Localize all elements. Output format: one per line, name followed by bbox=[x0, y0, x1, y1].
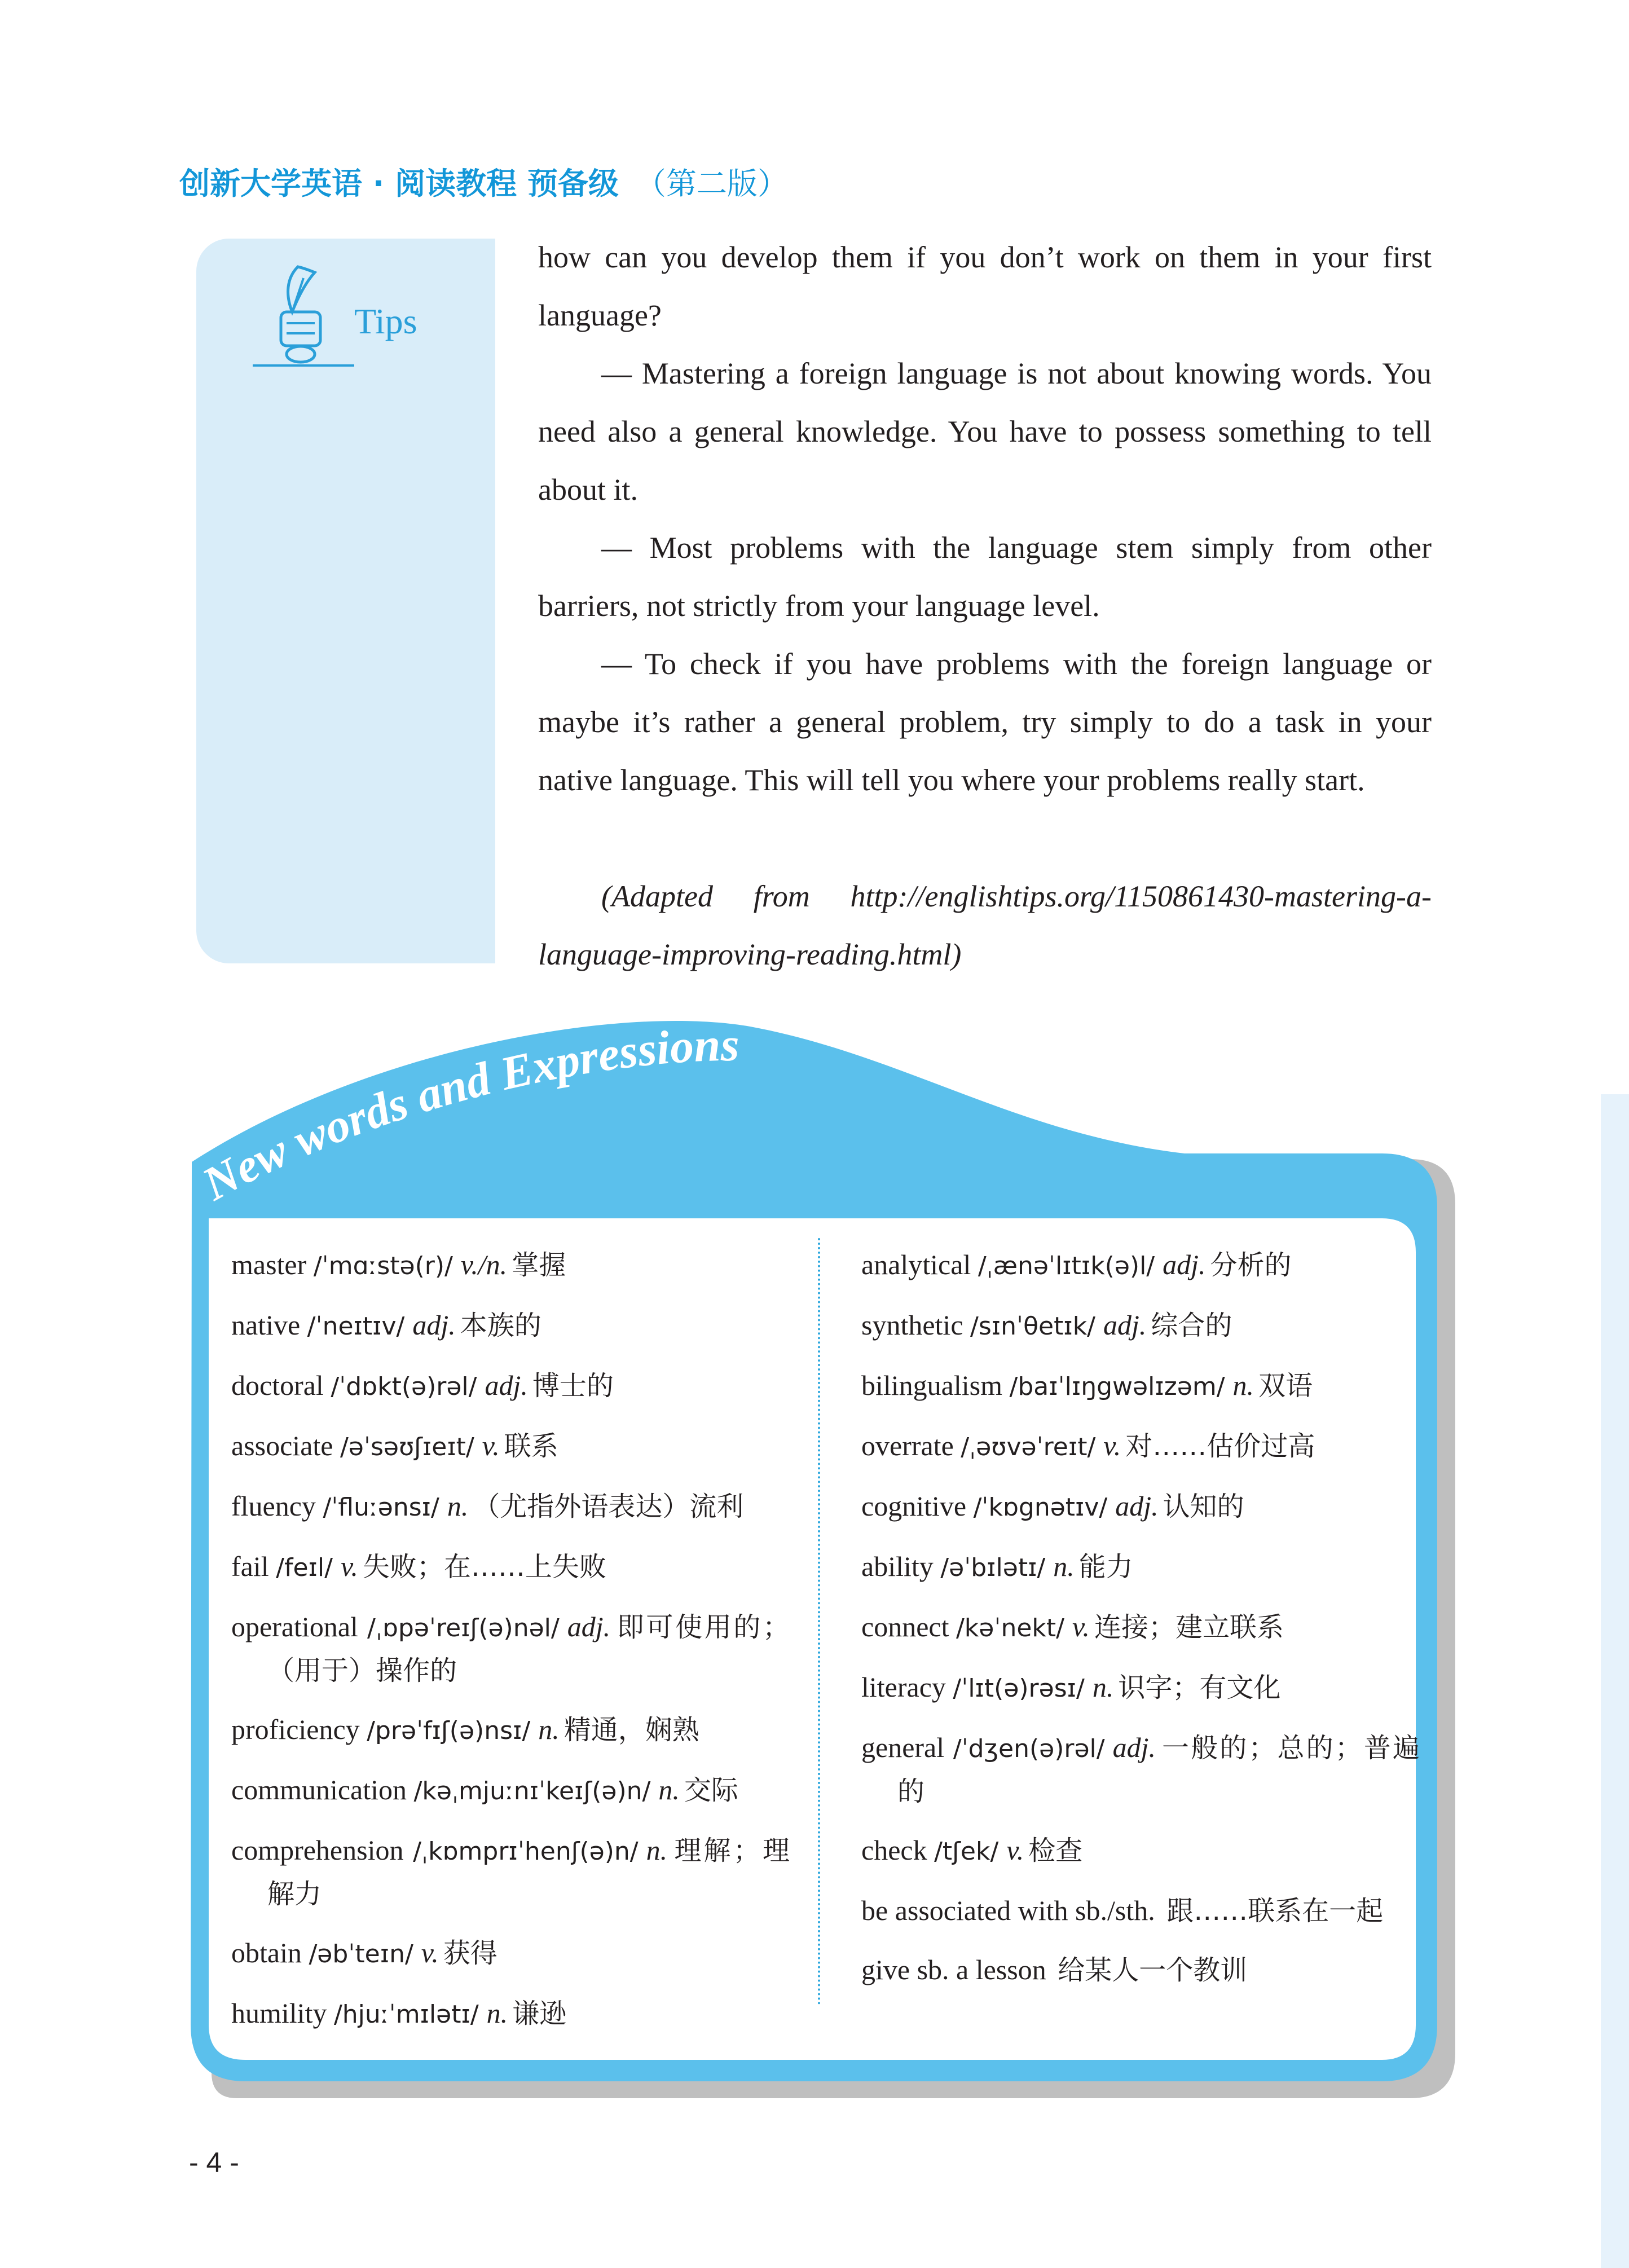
vocab-pos: v. bbox=[482, 1430, 500, 1461]
tips-paragraph: — To check if you have problems with the foreign language or maybe it’s rather a general problem, try simply to do a task in your native language. This will tell you where your problems really start. bbox=[538, 647, 1432, 797]
vocab-definition: 失败；在……上失败 bbox=[362, 1551, 606, 1583]
vocab-entry bbox=[861, 1829, 1420, 1873]
vocab-phonetic: /ˈdɒkt(ə)rəl/ bbox=[331, 1372, 477, 1401]
vocab-entry bbox=[231, 1708, 790, 1752]
vocab-entry bbox=[231, 1829, 790, 1915]
vocab-pos: n. bbox=[1232, 1369, 1254, 1401]
column-divider bbox=[818, 1238, 820, 2005]
vocab-pos: n. bbox=[538, 1714, 560, 1745]
vocab-pos: adj. bbox=[485, 1369, 528, 1401]
vocab-phonetic: /kəˌmjuːnɪˈkeɪʃ(ə)n/ bbox=[413, 1777, 651, 1805]
vocab-pos: v. bbox=[1072, 1611, 1090, 1642]
vocab-definition: 对……估价过高 bbox=[1125, 1430, 1315, 1462]
vocab-word: synthetic bbox=[861, 1309, 963, 1341]
vocab-entry bbox=[861, 1545, 1420, 1589]
vocab-entry bbox=[231, 1606, 790, 1692]
vocab-pos: adj. bbox=[567, 1611, 611, 1642]
vocab-pos: v. bbox=[340, 1551, 358, 1582]
vocab-word: connect bbox=[861, 1611, 949, 1642]
vocab-definition: （尤指外语表达）流利 bbox=[473, 1491, 744, 1522]
vocab-definition: 检查 bbox=[1028, 1835, 1083, 1866]
vocab-phonetic: /hjuːˈmɪlətɪ/ bbox=[333, 2000, 479, 2029]
vocab-phonetic: /əbˈteɪn/ bbox=[309, 1940, 413, 1968]
vocab-entry bbox=[231, 1932, 790, 1975]
vocab-definition: 分析的 bbox=[1210, 1249, 1292, 1281]
edition-label: （第二版） bbox=[635, 166, 788, 201]
vocabulary-column-right bbox=[861, 1244, 1420, 2008]
vocab-entry bbox=[861, 1727, 1420, 1812]
vocab-phonetic: /kəˈnekt/ bbox=[956, 1614, 1064, 1642]
vocab-phonetic: /ˌəʊvəˈreɪt/ bbox=[961, 1433, 1096, 1461]
vocab-entry bbox=[861, 1606, 1420, 1649]
vocab-word: check bbox=[861, 1834, 927, 1866]
vocab-entry bbox=[231, 1545, 790, 1589]
vocab-entry bbox=[861, 1890, 1420, 1932]
vocab-phonetic: /sɪnˈθetɪk/ bbox=[970, 1312, 1096, 1341]
vocab-word: associate bbox=[231, 1430, 333, 1461]
vocab-pos: n. bbox=[447, 1490, 469, 1522]
vocab-word: be associated with sb./sth. bbox=[861, 1895, 1155, 1926]
vocab-definition: 即可使用的；（用于）操作的 bbox=[267, 1611, 790, 1686]
vocab-pos: adj. bbox=[1112, 1732, 1156, 1763]
vocab-entry bbox=[861, 1949, 1420, 1991]
vocab-entry bbox=[231, 1304, 790, 1347]
book-title: 创新大学英语 · 阅读教程 预备级 bbox=[179, 166, 619, 201]
vocab-pos: adj. bbox=[1163, 1249, 1206, 1280]
vocab-phonetic: /ˈkɒgnətɪv/ bbox=[973, 1493, 1108, 1522]
vocabulary-heading-text: New words and Expressions bbox=[194, 1018, 739, 1211]
vocab-pos: v. bbox=[1006, 1834, 1024, 1866]
vocab-phonetic: /feɪl/ bbox=[276, 1553, 333, 1582]
vocab-definition: 连接；建立联系 bbox=[1094, 1611, 1284, 1643]
vocab-definition: 精通，娴熟 bbox=[563, 1714, 699, 1746]
source-citation: (Adapted from http://englishtips.org/1150861430-mastering-a-language-improving-reading.html) bbox=[538, 879, 1432, 971]
vocab-word: doctoral bbox=[231, 1369, 324, 1401]
vocab-definition: 理解；理解力 bbox=[267, 1835, 790, 1910]
vocab-entry bbox=[861, 1364, 1420, 1408]
vocab-phonetic: /prəˈfɪʃ(ə)nsɪ/ bbox=[367, 1716, 531, 1745]
vocab-pos: adj. bbox=[1115, 1490, 1159, 1522]
tips-label: Tips bbox=[354, 301, 417, 341]
vocab-phonetic: /tʃek/ bbox=[934, 1837, 999, 1866]
vocab-definition: 能力 bbox=[1078, 1551, 1133, 1583]
vocab-phonetic: /ˈfluːənsɪ/ bbox=[323, 1493, 439, 1522]
vocab-word: operational bbox=[231, 1611, 358, 1642]
vocab-word: analytical bbox=[861, 1249, 971, 1280]
tips-paragraph: how can you develop them if you don’t work on them in your first language? bbox=[538, 240, 1432, 332]
vocab-definition: 识字；有文化 bbox=[1118, 1672, 1281, 1703]
vocab-phonetic: /baɪˈlɪŋgwəlɪzəm/ bbox=[1009, 1372, 1225, 1401]
vocab-pos: v. bbox=[1103, 1430, 1121, 1461]
vocab-pos: n. bbox=[1092, 1671, 1114, 1703]
vocab-phonetic: /əˈbɪlətɪ/ bbox=[940, 1553, 1046, 1582]
vocab-definition: 博士的 bbox=[532, 1370, 614, 1402]
vocab-word: fluency bbox=[231, 1490, 316, 1522]
vocab-phonetic: /ˌɒpəˈreɪʃ(ə)nəl/ bbox=[367, 1614, 560, 1642]
vocab-word: literacy bbox=[861, 1671, 946, 1703]
vocab-entry bbox=[861, 1425, 1420, 1468]
vocab-word: obtain bbox=[231, 1937, 302, 1968]
vocab-phonetic: /ˌkɒmprɪˈhenʃ(ə)n/ bbox=[413, 1837, 639, 1866]
vocab-pos: n. bbox=[658, 1774, 680, 1805]
vocab-entry bbox=[861, 1485, 1420, 1529]
vocab-pos: n. bbox=[1053, 1551, 1075, 1582]
vocab-word: fail bbox=[231, 1551, 269, 1582]
vocab-definition: 获得 bbox=[443, 1937, 497, 1969]
vocab-word: master bbox=[231, 1249, 307, 1280]
vocab-entry bbox=[231, 1485, 790, 1529]
vocab-word: humility bbox=[231, 1997, 327, 2029]
page-number: - 4 - bbox=[189, 2147, 239, 2178]
vocab-entry bbox=[861, 1304, 1420, 1347]
vocab-definition: 双语 bbox=[1258, 1370, 1313, 1402]
vocab-entry bbox=[231, 1425, 790, 1468]
vocab-word: proficiency bbox=[231, 1714, 360, 1745]
vocab-word: overrate bbox=[861, 1430, 954, 1461]
vocab-entry bbox=[231, 1769, 790, 1812]
vocab-definition: 本族的 bbox=[460, 1310, 541, 1341]
vocab-pos: n. bbox=[486, 1997, 508, 2029]
vocab-word: comprehension bbox=[231, 1834, 404, 1866]
vocab-phonetic: /ˌænəˈlɪtɪk(ə)l/ bbox=[978, 1252, 1155, 1280]
vocab-pos: v. bbox=[421, 1937, 439, 1968]
vocab-pos: n. bbox=[646, 1834, 668, 1866]
vocab-word: ability bbox=[861, 1551, 934, 1582]
vocabulary-list bbox=[231, 1244, 1420, 2029]
vocab-word: give sb. a lesson bbox=[861, 1954, 1046, 1985]
vocab-definition: 一般的；总的；普遍的 bbox=[897, 1732, 1420, 1807]
vocab-word: communication bbox=[231, 1774, 407, 1805]
vocab-definition: 跟……联系在一起 bbox=[1166, 1895, 1384, 1927]
vocab-pos: adj. bbox=[1103, 1309, 1147, 1341]
vocab-pos: adj. bbox=[412, 1309, 456, 1341]
vocab-definition: 综合的 bbox=[1151, 1310, 1232, 1341]
vocab-definition: 交际 bbox=[684, 1774, 738, 1806]
vocab-word: general bbox=[861, 1732, 945, 1763]
vocab-word: cognitive bbox=[861, 1490, 967, 1522]
vocabulary-column-left bbox=[231, 1244, 790, 2053]
vocab-entry bbox=[231, 1992, 790, 2036]
vocab-definition: 给某人一个教训 bbox=[1058, 1954, 1248, 1986]
vocab-entry bbox=[861, 1244, 1420, 1287]
vocab-phonetic: /ˈdʒen(ə)rəl/ bbox=[953, 1734, 1105, 1763]
vocab-definition: 认知的 bbox=[1163, 1491, 1244, 1522]
vocab-definition: 掌握 bbox=[512, 1249, 566, 1281]
vocab-entry bbox=[861, 1666, 1420, 1710]
vocab-definition: 联系 bbox=[504, 1430, 558, 1462]
vocab-phonetic: /ˈlɪt(ə)rəsɪ/ bbox=[953, 1674, 1085, 1703]
vocab-phonetic: /əˈsəʊʃɪeɪt/ bbox=[340, 1433, 474, 1461]
vocab-phonetic: /ˈneɪtɪv/ bbox=[307, 1312, 405, 1341]
vocab-entry bbox=[231, 1244, 790, 1287]
vocab-phonetic: /ˈmɑːstə(r)/ bbox=[313, 1252, 453, 1280]
vocab-word: bilingualism bbox=[861, 1369, 1002, 1401]
vocab-definition: 谦逊 bbox=[512, 1998, 567, 2029]
vocab-word: native bbox=[231, 1309, 301, 1341]
vocab-pos: v./n. bbox=[460, 1249, 508, 1280]
tips-paragraph: — Mastering a foreign language is not about knowing words. You need also a general knowledge. You have to possess something to tell about it. bbox=[538, 356, 1432, 507]
vocab-entry bbox=[231, 1364, 790, 1408]
tips-paragraph: — Most problems with the language stem simply from other barriers, not strictly from your language level. bbox=[538, 531, 1432, 623]
